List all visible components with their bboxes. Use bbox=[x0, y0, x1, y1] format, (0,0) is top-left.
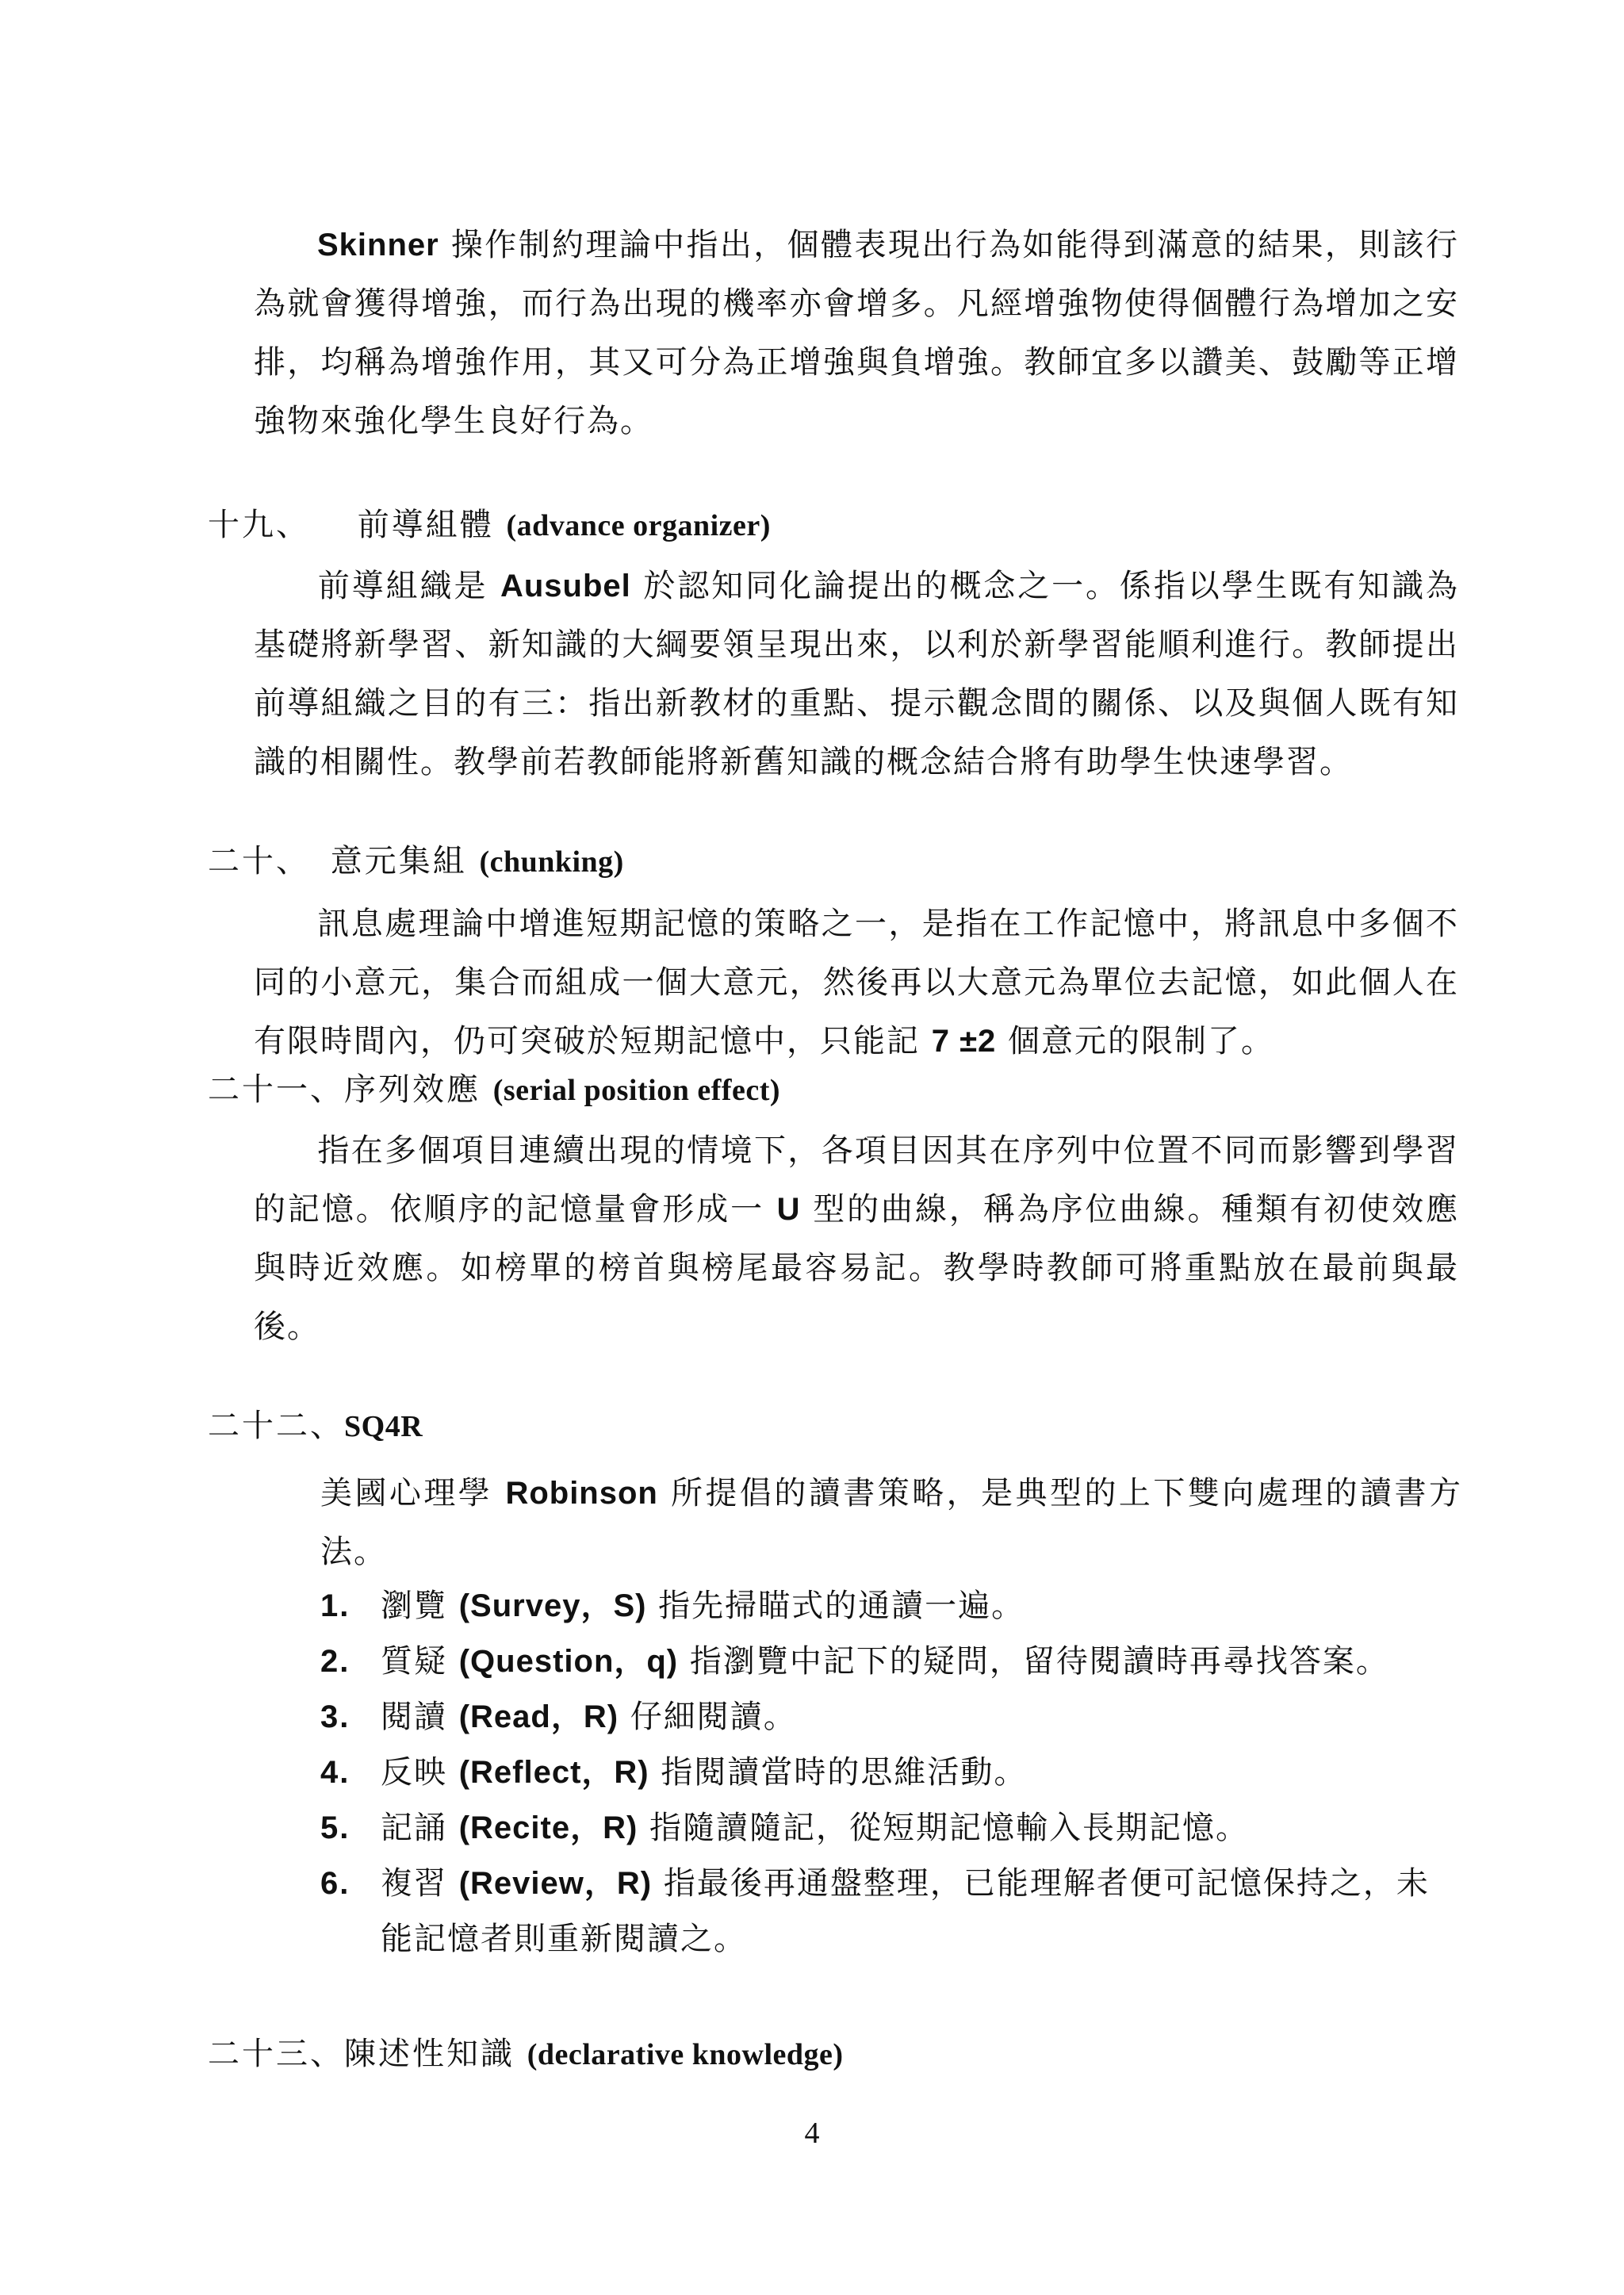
intro-text: 操作制約理論中指出，個體表現出行為如能得到滿意的結果，則該行為就會獲得增強，而行為出現的機率亦會增多。凡經增強物使得個體行為增加之安排，均稱為增強作用，其又可分為正增強與負增強。教師宜多以讚美、鼓勵等正增強物來強化學生良好行為。 bbox=[254, 227, 1459, 439]
list-item: 1. 瀏覽 (Survey，S) 指先掃瞄式的通讀一遍。 bbox=[320, 1588, 1025, 1624]
section-23-title: 陳述性知識 bbox=[344, 2036, 515, 2072]
section-19-number: 十九、 bbox=[208, 507, 310, 543]
sq4r-list bbox=[320, 1578, 1462, 1967]
section-23-number: 二十三、 bbox=[208, 2036, 344, 2072]
section-21-term: U bbox=[776, 1192, 801, 1227]
section-19-body: 前導組織是 Ausubel 於認知同化論提出的概念之一。係指以學生既有知識為基礎將新學習、新知識的大綱要領呈現出來，以利於新學習能順利進行。教師提出前導組織之目的有三：指出新教材的重點、提示觀念間的關係、以及與個人既有知識的相關性。教學前若教師能將新舊知識的概念結合將有助學生快速學習。 bbox=[254, 568, 1459, 780]
section-22-term: Robinson bbox=[505, 1476, 658, 1511]
list-item: 3. 閱讀 (Read，R) 仔細閱讀。 bbox=[320, 1699, 797, 1735]
section-21-heading bbox=[208, 1066, 780, 1114]
section-19-title: 前導組體 bbox=[357, 507, 494, 543]
section-20-heading bbox=[208, 837, 624, 886]
section-20-title: 意元集組 bbox=[330, 843, 467, 879]
section-20-term: 7 ±2 bbox=[931, 1024, 997, 1059]
section-22-intro: 美國心理學 Robinson 所提倡的讀書策略，是典型的上下雙向處理的讀書方法。 bbox=[320, 1475, 1462, 1570]
section-22-number: 二十二、 bbox=[208, 1408, 344, 1444]
section-21-en-title: (serial position effect) bbox=[492, 1074, 781, 1107]
list-item: 6. 複習 (Review，R) 指最後再通盤整理，已能理解者便可記憶保持之，未能記憶者則重新閱讀之。 bbox=[320, 1865, 1430, 1957]
section-22-heading bbox=[208, 1402, 423, 1450]
section-19-en-title: (advance organizer) bbox=[506, 509, 771, 542]
section-19-heading bbox=[208, 501, 771, 550]
section-19-term: Ausubel bbox=[500, 569, 631, 603]
section-22-en-title: SQ4R bbox=[344, 1410, 423, 1443]
list-item: 4. 反映 (Reflect，R) 指閱讀當時的思維活動。 bbox=[320, 1754, 1028, 1791]
section-23-heading bbox=[208, 2030, 844, 2079]
section-20-en-title: (chunking) bbox=[479, 845, 624, 879]
list-item: 2. 質疑 (Question，q) 指瀏覽中記下的疑問，留待閱讀時再尋找答案。 bbox=[320, 1643, 1389, 1680]
section-20-body: 訊息處理論中增進短期記憶的策略之一，是指在工作記憶中，將訊息中多個不同的小意元，集合而組成一個大意元，然後再以大意元為單位去記憶，如此個人在有限時間內，仍可突破於短期記憶中，只能記 7 ±2 個意元的限制了。 bbox=[254, 906, 1459, 1059]
intro-paragraph bbox=[254, 216, 1459, 450]
section-23-en-title: (declarative knowledge) bbox=[527, 2038, 844, 2071]
section-21-number: 二十一、 bbox=[208, 1071, 344, 1108]
intro-term: Skinner bbox=[317, 228, 439, 262]
section-20-number: 二十、 bbox=[208, 843, 310, 879]
page-number: 4 bbox=[804, 2117, 820, 2150]
section-21-title: 序列效應 bbox=[344, 1071, 481, 1108]
section-21-body: 指在多個項目連續出現的情境下，各項目因其在序列中位置不同而影響到學習的記憶。依順序的記憶量會形成一 U 型的曲線，稱為序位曲線。種類有初使效應與時近效應。如榜單的榜首與榜尾最容易記。教學時教師可將重點放在最前與最後。 bbox=[254, 1132, 1459, 1345]
list-item: 5. 記誦 (Recite，R) 指隨讀隨記，從短期記憶輸入長期記憶。 bbox=[320, 1810, 1250, 1846]
